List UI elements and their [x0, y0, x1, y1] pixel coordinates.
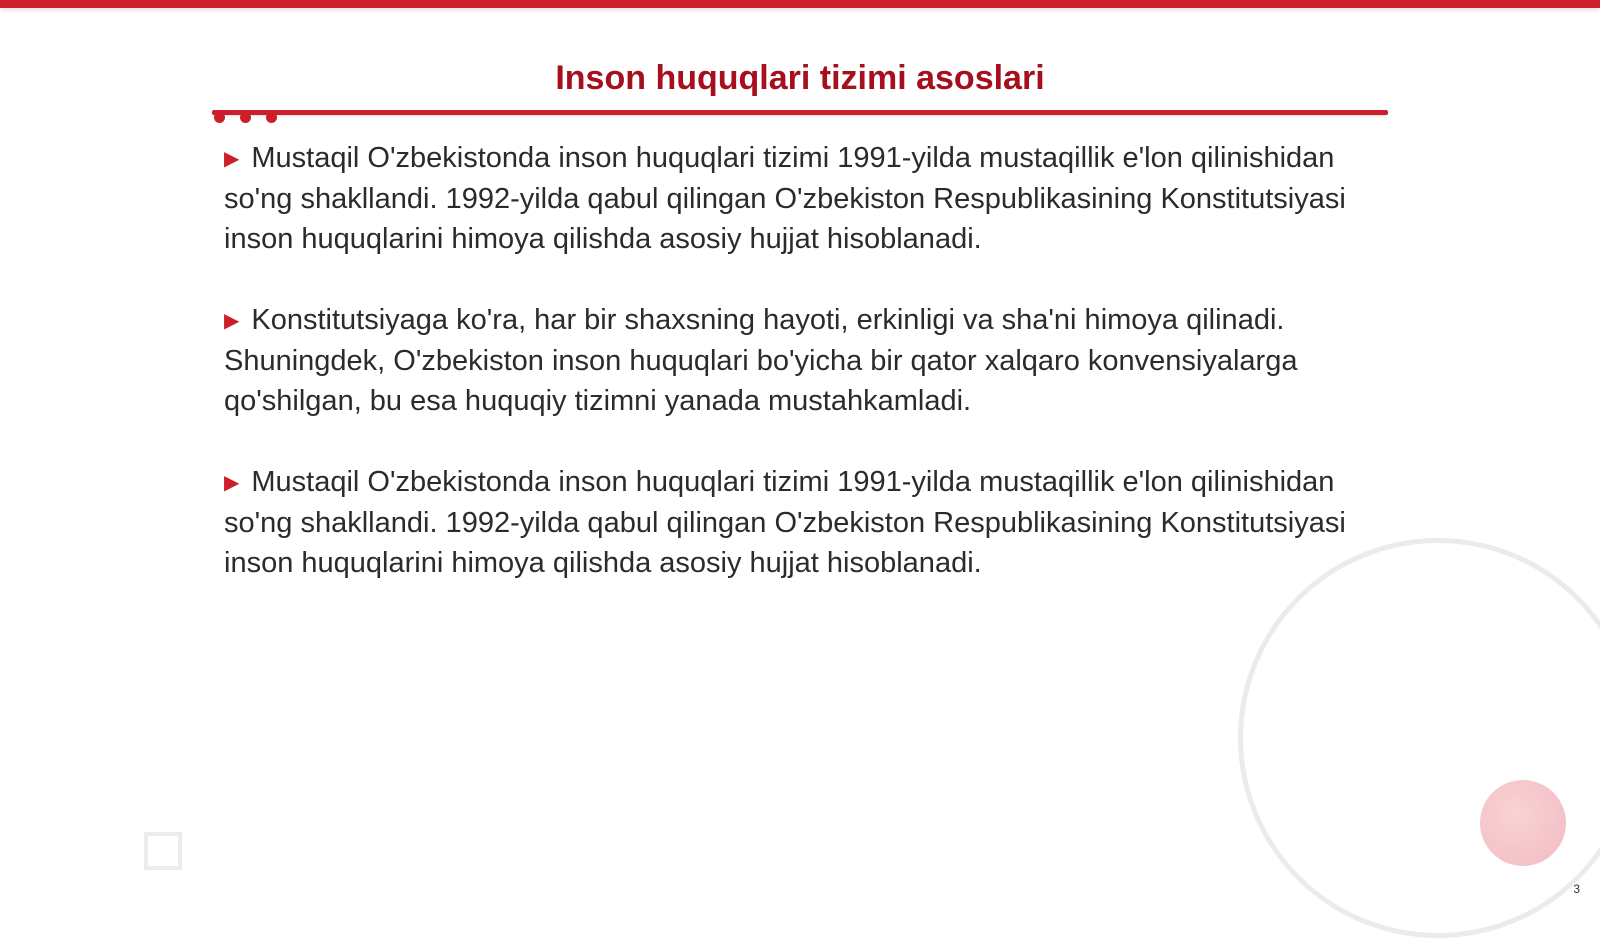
bullet-paragraph	[224, 462, 1364, 583]
slide-content	[224, 138, 1364, 624]
decorative-dot	[266, 112, 277, 123]
decorative-dot	[214, 112, 225, 123]
page-number: 3	[1573, 882, 1580, 896]
triangle-right-icon: ▶	[224, 310, 240, 332]
decorative-blob	[1480, 780, 1566, 866]
decorative-dot	[240, 112, 251, 123]
paragraph-text: Mustaqil O'zbekistonda inson huquqlari tizimi 1991-yilda mustaqillik e'lon qilinishidan so'ng shakllandi. 1992-yilda qabul qilingan O'zbekiston Respublikasining Konstitutsiyasi inson huquqlarini himoya qilishda asosiy hujjat hisoblanadi.	[224, 466, 1346, 579]
top-accent-bar	[0, 0, 1600, 8]
triangle-right-icon: ▶	[224, 148, 240, 170]
slide-title: Inson huquqlari tizimi asoslari	[555, 59, 1045, 97]
triangle-right-icon: ▶	[224, 472, 240, 494]
title-underline	[212, 110, 1388, 115]
bullet-paragraph	[224, 300, 1364, 421]
paragraph-text: Konstitutsiyaga ko'ra, har bir shaxsning hayoti, erkinligi va sha'ni himoya qilinadi. Shuningdek, O'zbekiston inson huquqlari bo'yicha bir qator xalqaro konvensiyalarga qo'shilgan, bu esa huquqiy tizimni yanada mustahkamladi.	[224, 304, 1298, 417]
paragraph-text: Mustaqil O'zbekistonda inson huquqlari tizimi 1991-yilda mustaqillik e'lon qilinishidan so'ng shakllandi. 1992-yilda qabul qilingan O'zbekiston Respublikasining Konstitutsiyasi inson huquqlarini himoya qilishda asosiy hujjat hisoblanadi.	[224, 142, 1346, 255]
bullet-paragraph	[224, 138, 1364, 259]
decorative-square	[144, 832, 182, 870]
